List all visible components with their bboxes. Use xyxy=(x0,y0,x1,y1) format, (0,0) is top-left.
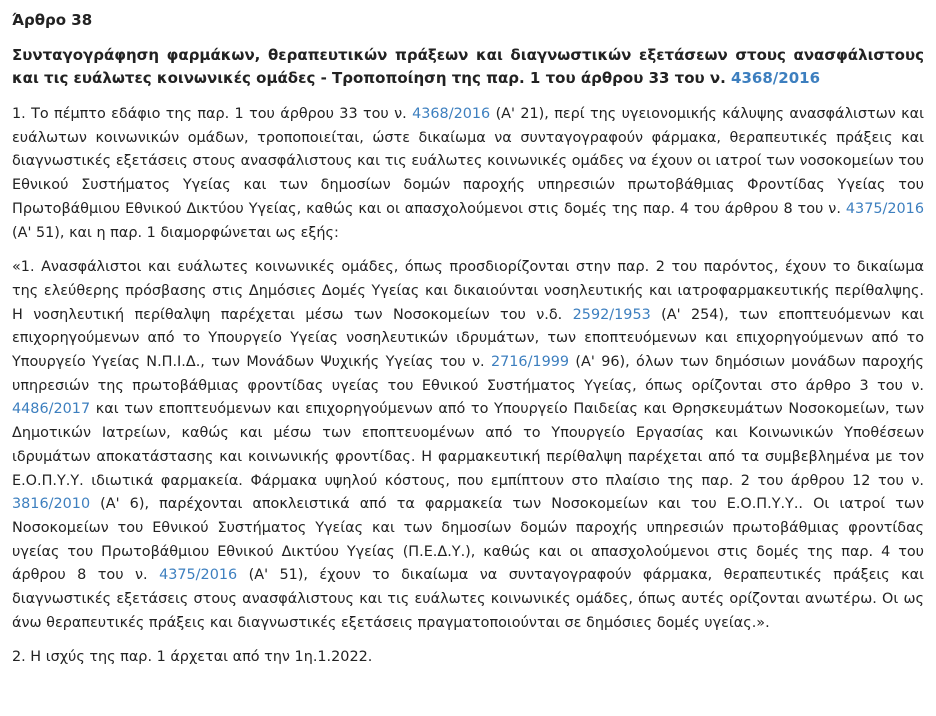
article-subject xyxy=(12,44,924,90)
law-link-4368-2016[interactable]: 4368/2016 xyxy=(731,69,821,87)
quoted-text: (Α' 254), των εποπτευόμενων και επιχορηγούμενων από το Υπουργείο Υγείας νοσηλευτικών ιδρυμάτων, των εποπτευόμενων και επιχορηγούμενων από το Υπουργείο Υγείας Ν.Π.Ι.Δ., των Μονάδων Ψυχικής Υγείας του ν. xyxy=(12,306,924,371)
quoted-text: «1. Ανασφάλιστοι και ευάλωτες κοινωνικές ομάδες, όπως προσδιορίζονται στην παρ. 2 του παρόντος, έχουν το δικαίωμα της ελεύθερης πρόσβασης στις Δημόσιες Δομές Υγείας και δικαιούνται νοσηλευτικής και ιατροφαρμακευτικής περίθαλψης. Η νοσηλευτική περίθαλψη παρέχεται μέσω των Νοσοκομείων του ν.δ. xyxy=(12,259,924,323)
quoted-text: (Α' 51), έχουν το δικαίωμα να συνταγογραφούν φάρμακα, θεραπευτικές πράξεις και διαγνωστικές εξετάσεις στους ανασφάλιστους και τις ευάλωτες κοινωνικές ομάδες, όπως αυτές ορίζονται ανωτέρω. Οι ως άνω θεραπευτικές πράξεις και διαγνωστικές εξετάσεις πραγματοποιούνται σε δημόσιες δομές υγείας.». xyxy=(12,567,924,631)
law-link-3816-2010[interactable]: 3816/2010 xyxy=(12,496,91,513)
subject-text: Συνταγογράφηση φαρμάκων, θεραπευτικών πράξεων και διαγνωστικών εξετάσεων στους ανασφάλιστους και τις ευάλωτες κοινωνικές ομάδες - Τροποποίηση της παρ. 1 του άρθρου 33 του ν. xyxy=(12,46,924,87)
article-title: Άρθρο 38 xyxy=(12,11,93,29)
paragraph-2: 2. Η ισχύς της παρ. 1 άρχεται από την 1η.1.2022. xyxy=(12,649,373,666)
law-link-2592-1953[interactable]: 2592/1953 xyxy=(572,306,651,323)
law-link-4368-2016[interactable]: 4368/2016 xyxy=(412,106,491,122)
law-link-4375-2016[interactable]: 4375/2016 xyxy=(845,200,924,217)
quoted-text: και των εποπτευόμενων και επιχορηγούμενων από το Υπουργείο Παιδείας και Θρησκευμάτων Νοσοκομείων, των Δημοτικών Ιατρείων, καθώς και μέσω των εποπτευομένων από το Υπουργείο Εργασίας και Κοινωνικών Υποθέσεων ιδρυμάτων αποκατάστασης και κοινωνικής φροντίδας. Η φαρμακευτική περίθαλψη παρέχεται από τα συμβεβλημένα με τον Ε.Ο.Π.Υ.Υ. ιδιωτικά φαρμακεία. Φάρμακα υψηλού κόστους, που εμπίπτουν στο πλαίσιο της παρ. 2 του άρθρου 12 του ν. xyxy=(12,401,924,489)
quoted-paragraph xyxy=(12,256,924,635)
law-link-4486-2017[interactable]: 4486/2017 xyxy=(12,401,91,418)
law-link-2716-1999[interactable]: 2716/1999 xyxy=(490,354,570,371)
quoted-text: (Α' 6), παρέχονται αποκλειστικά από τα φαρμακεία των Νοσοκομείων και του Ε.Ο.Π.Υ.Υ.. Οι ιατροί των Νοσοκομείων του Εθνικού Συστήματος Υγείας και των δημοσίων δομών παροχής υπηρεσιών πρωτοβάθμιας φροντίδας υγείας του Πρωτοβάθμιου Εθνικού Δικτύου Υγείας (Π.Ε.Δ.Υ.), καθώς και οι απασχολούμενοι στις δομές της παρ. 4 του άρθρου 8 του ν. xyxy=(12,496,924,584)
paragraph-1-text: 1. Το πέμπτο εδάφιο της παρ. 1 του άρθρου 33 του ν. xyxy=(12,106,413,122)
paragraph-1 xyxy=(12,103,924,245)
law-link-4375-2016[interactable]: 4375/2016 xyxy=(159,567,238,584)
paragraph-1-text: (Α' 21), περί της υγειονομικής κάλυψης ανασφάλιστων και ευάλωτων κοινωνικών ομάδων, τροποποιείται, ώστε δικαίωμα να συνταγογραφούν φάρμακα, θεραπευτικές πράξεις και διαγνωστικές εξετάσεις στους ανασφάλιστους και τις ευάλωτες κοινωνικές ομάδες να έχουν οι ιατροί των νοσοκομείων του Εθνικού Συστήματος Υγείας και των δημοσίων δομών παροχής υπηρεσιών πρωτοβάθμιας Φροντίδας Υγείας του Πρωτοβάθμιου Εθνικού Δικτύου Υγείας, καθώς και οι απασχολούμενοι στις δομές της παρ. 4 του άρθρου 8 του ν. xyxy=(12,106,924,217)
quoted-text: (Α' 96), όλων των δημόσιων μονάδων παροχής υπηρεσιών της πρωτοβάθμιας φροντίδας υγείας του Εθνικού Συστήματος Υγείας, όπως ορίζονται στο άρθρο 3 του ν. xyxy=(12,354,924,394)
paragraph-1-text: (Α' 51), και η παρ. 1 διαμορφώνεται ως εξής: xyxy=(12,224,339,241)
